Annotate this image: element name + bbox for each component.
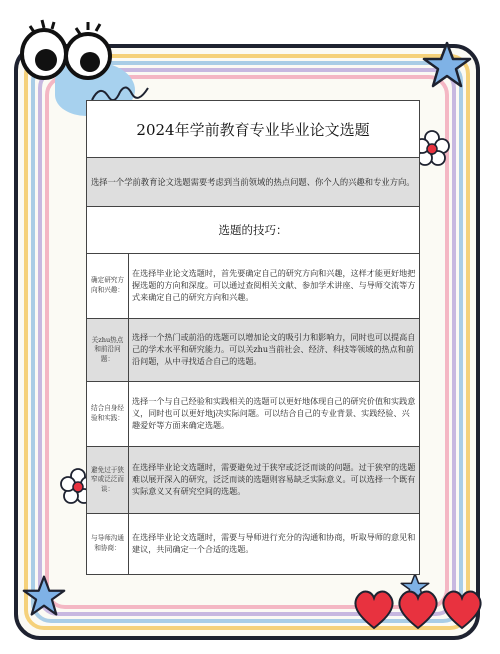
tip-label: 关zhu热点和前沿问题： bbox=[87, 319, 129, 381]
star-icon bbox=[422, 40, 472, 90]
star-icon bbox=[22, 574, 66, 618]
tip-label: 确定研究方向和兴趣： bbox=[87, 254, 129, 318]
heart-icon bbox=[352, 586, 484, 632]
tip-content: 选择一个与自己经验和实践相关的选题可以更好地体现自己的研究价值和实践意义，同时也可以更好地j决实际问题。可以结合自己的专业背景、实践经验、兴趣爱好等方面来确定选题。 bbox=[132, 396, 416, 430]
intro-text: 选择一个学前教育论文选题需要考虑到当前领域的热点问题、你个人的兴趣和专业方向。 bbox=[87, 158, 419, 207]
tip-content: 在选择毕业论文选题时，需要避免过于狭窄或泛泛而谈的问题。过于狭窄的选题难以展开深入的研究，泛泛而谈的选题则容易缺乏实际意义。可以选择一个既有实际意义又有研究空间的选题。 bbox=[132, 462, 416, 496]
tip-content: 在选择毕业论文选题时，首先要确定自己的研究方向和兴趣，这样才能更好地把握选题的方向和深度。可以通过查阅相关文献、参加学术讲座、与导师交流等方式来确定自己的研究方向和兴趣。 bbox=[132, 268, 416, 302]
tip-row bbox=[87, 447, 419, 514]
tip-row bbox=[87, 382, 419, 447]
tip-content: 在选择毕业论文选题时，需要与导师进行充分的沟通和协商，听取导师的意见和建议，共同确定一个合适的选题。 bbox=[132, 532, 416, 554]
page-title: 2024年学前教育专业毕业论文选题 bbox=[87, 101, 419, 158]
tip-label: 避免过于狭窄或泛泛而谈： bbox=[87, 447, 129, 513]
tips-heading: 选题的技巧： bbox=[87, 207, 419, 254]
eyes-icon bbox=[16, 14, 116, 80]
tip-content: 选择一个热门或前沿的选题可以增加论文的吸引力和影响力，同时也可以提高自己的学术水平和研究能力。可以关zhu当前社会、经济、科技等领域的热点和前沿问题，从中寻找适合自己的选题。 bbox=[132, 332, 416, 366]
tip-label: 结合自身经验和实践： bbox=[87, 382, 129, 446]
tip-row bbox=[87, 319, 419, 382]
tip-label: 与导师沟通和协商： bbox=[87, 514, 129, 574]
topic-table bbox=[86, 100, 420, 575]
tip-row bbox=[87, 514, 419, 574]
tip-row bbox=[87, 254, 419, 319]
